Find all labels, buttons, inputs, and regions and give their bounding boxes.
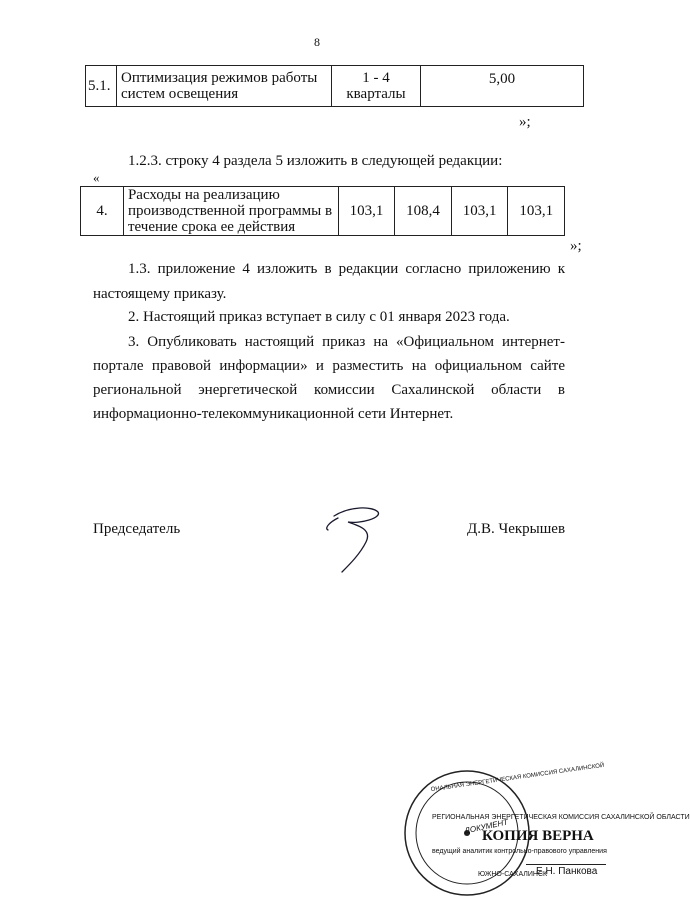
stamp-doc-text: ДОКУМЕНТ	[463, 817, 509, 836]
signer-name: Д.В. Чекрышев	[467, 521, 566, 537]
row-period-line: 1 - 4	[362, 70, 390, 86]
row-value: 103,1	[508, 187, 565, 236]
closing-quote: »;	[519, 114, 531, 130]
closing-quote: »;	[570, 238, 582, 254]
amendment-table-row-4	[80, 186, 565, 236]
row-name-line: производственной программы в	[127, 203, 333, 219]
row-value: 5,00	[421, 66, 584, 107]
paragraph-3-line3: региональной энергетической комиссии Сахалинской области в	[93, 382, 565, 398]
signer-title: Председатель	[93, 521, 181, 537]
certified-copy-stamp	[430, 808, 690, 880]
paragraph-3-line4: информационно-телекоммуникационной сети Интернет.	[93, 406, 454, 422]
paragraph-2: 2. Настоящий приказ вступает в силу с 01 января 2023 года.	[128, 309, 510, 325]
item-1-2-3: 1.2.3. строку 4 раздела 5 изложить в следующей редакции:	[128, 153, 503, 169]
row-value: 103,1	[338, 187, 395, 236]
row-name-line: Расходы на реализацию	[127, 187, 280, 203]
stamp-position: ведущий аналитик контрольно-правового управления	[432, 848, 607, 855]
row-number: 4.	[81, 187, 124, 236]
stamp-name: Е.Н. Панкова	[536, 866, 598, 877]
stamp-city: ЮЖНО-САХАЛИНСК	[478, 871, 548, 878]
seal-ring-text: ОНАЛЬНАЯ ЭНЕРГЕТИЧЕСКАЯ КОМИССИЯ САХАЛИНСКОЙ	[430, 762, 605, 794]
paragraph-1-3-line1: 1.3. приложение 4 изложить в редакции согласно приложению к	[128, 261, 565, 277]
row-value: 103,1	[451, 187, 508, 236]
page-number: 8	[314, 35, 320, 49]
paragraph-1-3-line2: настоящему приказу.	[93, 286, 227, 302]
stamp-header: РЕГИОНАЛЬНАЯ ЭНЕРГЕТИЧЕСКАЯ КОМИССИЯ САХАЛИНСКОЙ ОБЛАСТИ	[432, 814, 690, 821]
paragraph-3-line2: портале правовой информации» и разместить на официальном сайте	[93, 358, 565, 374]
row-period	[332, 66, 421, 107]
opening-quote: «	[93, 170, 100, 185]
row-name	[123, 187, 338, 236]
row-value: 108,4	[395, 187, 452, 236]
signature-icon	[320, 498, 390, 578]
row-name-line: Оптимизация режимов работы	[121, 70, 318, 86]
row-period-line: кварталы	[346, 86, 406, 102]
stamp-sign-line	[526, 864, 606, 865]
amendment-table-row-5-1	[85, 65, 584, 107]
row-name-line: течение срока ее действия	[127, 219, 296, 235]
row-number: 5.1.	[86, 66, 117, 107]
stamp-copy-text: КОПИЯ ВЕРНА	[482, 828, 594, 844]
row-name	[117, 66, 332, 107]
row-name-line: систем освещения	[121, 86, 239, 102]
paragraph-3-line1: 3. Опубликовать настоящий приказ на «Официальном интернет-	[128, 334, 565, 350]
